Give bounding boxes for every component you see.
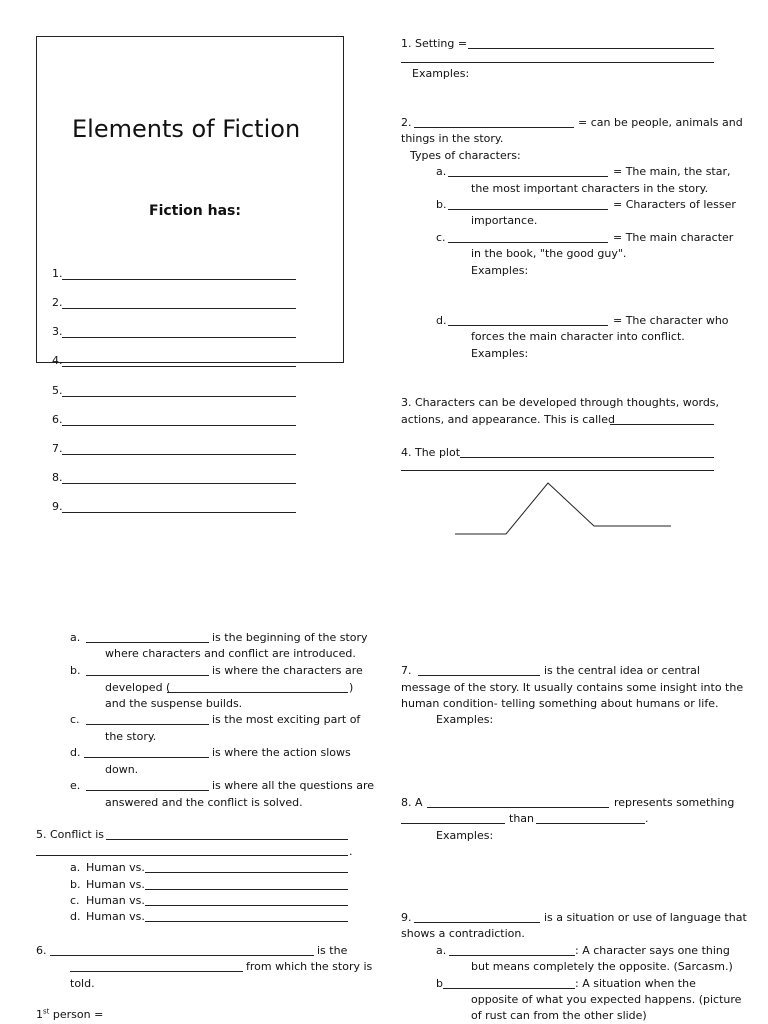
char-text: = The main character [613,231,734,244]
char-cont: in the book, "the good guy". [471,247,627,260]
char-cont: the most important characters in the story. [471,182,709,195]
blank-line[interactable] [86,724,209,725]
characters-num: 2. [401,116,412,129]
blank-line[interactable] [36,855,348,856]
list-number: 8. [52,471,63,484]
irony-text2: shows a contradiction. [401,927,525,940]
conflict-letter: b. [70,878,81,891]
pov-told: told. [70,977,95,990]
conflict-text: Human vs. [86,878,145,891]
pov-num: 6. [36,944,47,957]
conflict-letter: a. [70,861,81,874]
part-letter: b. [70,664,81,677]
irony-text1: is a situation or use of language that [544,911,747,924]
irony-b-letter: b [436,977,443,990]
blank-line[interactable] [70,971,243,972]
characters-def: = can be people, animals and [578,116,743,129]
setting-label: 1. Setting = [401,37,468,50]
irony-b-text: : A situation when the [575,977,696,990]
part-letter: c. [70,713,80,726]
theme-num: 7. [401,664,412,677]
conflict-letter: c. [70,894,80,907]
char-cont: forces the main character into conflict. [471,330,685,343]
part-text: is where the action slows [212,746,351,759]
pov-from-which: from which the story is [246,960,373,973]
conflict-text: Human vs. [86,910,145,923]
symbol-examples: Examples: [436,829,494,842]
part-text: is the most exciting part of [212,713,361,726]
conflict-text: Human vs. [86,894,145,907]
part-cont: developed ( [105,681,171,694]
blank-line[interactable] [86,675,209,676]
part-cont: where characters and conflict are introduced. [105,647,356,660]
blank-line[interactable] [50,955,314,956]
irony-num: 9. [401,911,412,924]
irony-b-cont1: opposite of what you expected happens. (picture [471,993,742,1006]
blank-line[interactable] [167,692,348,693]
part-cont: the story. [105,730,157,743]
symbol-period: . [645,812,649,825]
part-cont: answered and the conflict is solved. [105,796,303,809]
symbol-num: 8. A [401,796,423,809]
char-examples: Examples: [471,264,529,277]
list-number: 3. [52,325,63,338]
part-letter: d. [70,746,81,759]
theme-examples: Examples: [436,713,494,726]
list-number: 6. [52,413,63,426]
part-letter: e. [70,779,81,792]
blank-line[interactable] [86,790,209,791]
part-text: is the beginning of the story [212,631,368,644]
char-text: = The character who [613,314,729,327]
list-number: 4. [52,354,63,367]
list-number: 5. [52,384,63,397]
blank-line[interactable] [86,642,209,643]
blank-line[interactable] [401,823,505,824]
blank-line[interactable] [449,955,575,956]
blank-line[interactable] [106,839,348,840]
irony-a-text: : A character says one thing [575,944,730,957]
char-letter: b. [436,198,447,211]
characterization-line2: actions, and appearance. This is called [401,413,615,426]
first-person-sup: st [43,1007,50,1016]
characterization-line1: 3. Characters can be developed through thoughts, words, [401,396,720,409]
part-cont: down. [105,763,139,776]
irony-a-letter: a. [436,944,447,957]
part-text: is where the characters are [212,664,363,677]
theme-text2: message of the story. It usually contains some insight into the [401,681,744,694]
conflict-text: Human vs. [86,861,145,874]
char-examples: Examples: [471,347,529,360]
blank-line[interactable] [427,807,609,808]
conflict-letter: d. [70,910,81,923]
list-number: 7. [52,442,63,455]
symbol-than: than [509,812,534,825]
part-cont: and the suspense builds. [105,697,243,710]
part-letter: a. [70,631,81,644]
blank-line[interactable] [84,757,209,758]
blank-line[interactable] [414,922,540,923]
setting-examples: Examples: [412,67,470,80]
first-person-rest: person = [49,1008,104,1021]
conflict-period: . [349,845,353,858]
pov-is-the: is the [317,944,348,957]
char-letter: c. [436,231,446,244]
theme-text1: is the central idea or central [544,664,700,677]
characters-def-cont: things in the story. [401,132,504,145]
theme-text3: human condition- telling something about humans or life. [401,697,719,710]
first-person-num: 1 [36,1008,43,1021]
char-cont: importance. [471,214,538,227]
part-text: is where all the questions are [212,779,375,792]
blank-line[interactable] [145,889,348,890]
plot-mountain-line [455,483,671,534]
types-of-characters: Types of characters: [410,149,521,162]
list-number: 1. [52,267,63,280]
part-paren: ) [349,681,354,694]
blank-line[interactable] [145,905,348,906]
subtitle: Fiction has: [149,203,241,219]
list-number: 9. [52,500,63,513]
irony-b-cont2: of rust can from the other slide) [471,1009,647,1022]
list-number: 2. [52,296,63,309]
char-letter: d. [436,314,447,327]
char-text: = Characters of lesser [613,198,736,211]
page-title: Elements of Fiction [72,115,301,143]
blank-line[interactable] [536,823,645,824]
conflict-label: 5. Conflict is [36,828,105,841]
plot-label: 4. The plot [401,446,461,459]
char-text: = The main, the star, [613,165,731,178]
first-person-label [36,1008,103,1022]
blank-line[interactable] [418,675,540,676]
blank-line[interactable] [145,872,348,873]
char-letter: a. [436,165,447,178]
blank-line[interactable] [145,921,348,922]
blank-line[interactable] [443,988,575,989]
symbol-text1: represents something [614,796,735,809]
irony-a-cont: but means completely the opposite. (Sarcasm.) [471,960,733,973]
